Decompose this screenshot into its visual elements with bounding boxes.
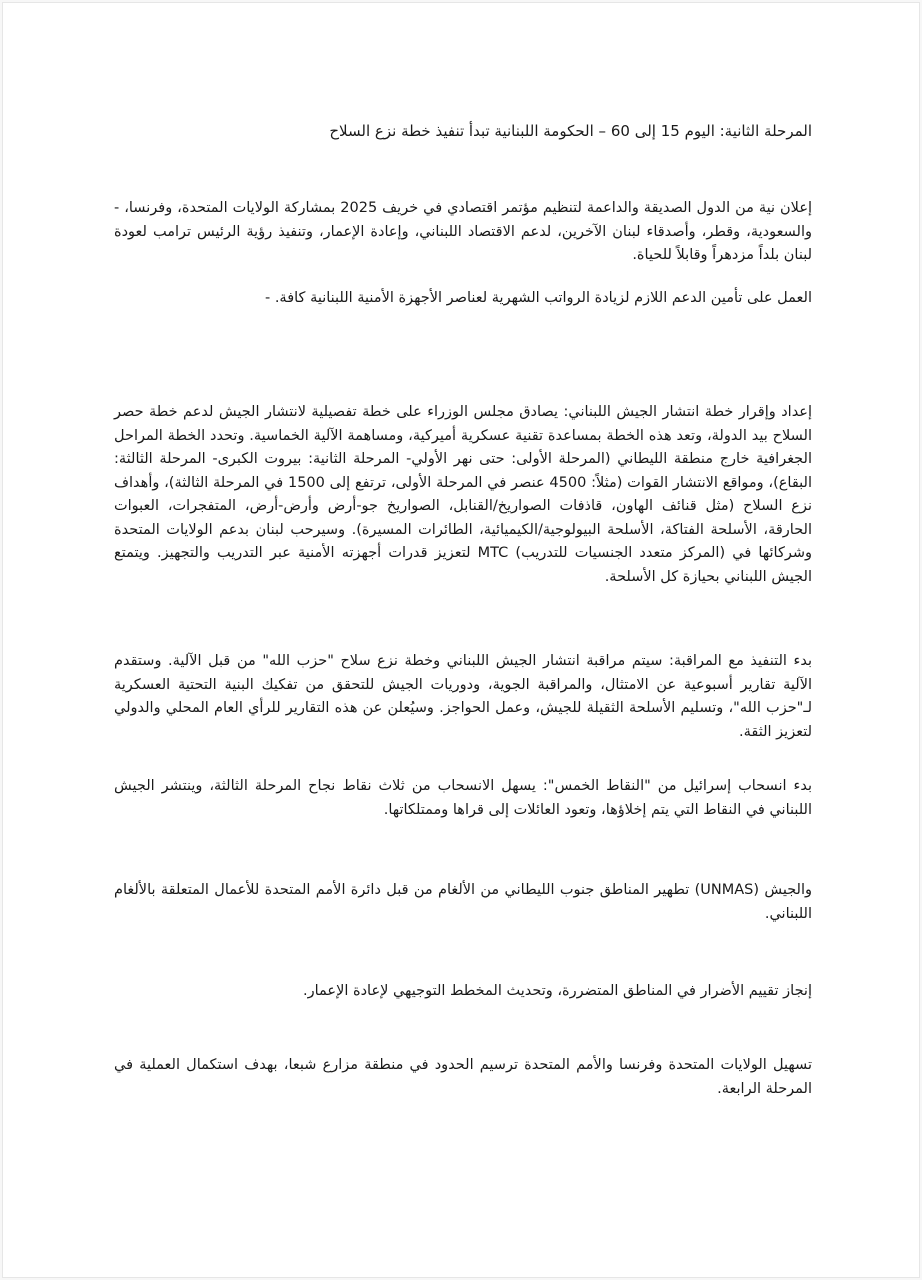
paragraph-salaries-support: العمل على تأمين الدعم اللازم لزيادة الرواتب الشهرية لعناصر الأجهزة الأمنية اللبنانية كافة. - [264,290,812,306]
paragraph-border-demarcation: تسهيل الولايات المتحدة وفرنسا والأمم المتحدة ترسيم الحدود في منطقة مزارع شبعا، بهدف استكمال العملية في المرحلة الرابعة. [114,1057,812,1097]
paragraph-damage-assessment: إنجاز تقييم الأضرار في المناطق المتضررة، وتحديث المخطط التوجيهي لإعادة الإعمار. [303,983,812,999]
document-heading: المرحلة الثانية: اليوم 15 إلى 60 – الحكومة اللبنانية تبدأ تنفيذ خطة نزع السلاح [329,122,812,140]
paragraph-army-deployment-plan: إعداد وإقرار خطة انتشار الجيش اللبناني: يصادق مجلس الوزراء على خطة تفصيلية لانتشار الجيش لدعم خطة حصر السلاح بيد الدولة، وتعد هذه الخطة بمساعدة تقنية عسكرية أميركية، ومساهمة الآلية الخماسية. وتحدد الخطة المراحل الجغرافية خارج منطقة الليطاني (المرحلة الأولى: حتى نهر الأولي- المرحلة الثانية: بيروت الكبرى- المرحلة الثالثة: البقاع)، ومواقع الانتشار القوات (مثلاً: 4500 عنصر في المرحلة الأولى، ترتفع إلى 1500 في المرحلة الثالثة)، وأهداف نزع السلاح (مثل قنائف الهاون، قاذفات الصواريخ/القنابل، الصواريخ جو-أرض وأرض-أرض، المتفجرات، العبوات الحارقة، الأسلحة الفتاكة، الأسلحة البيولوجية/الكيميائية، الطائرات المسيرة). وسيرحب لبنان بدعم الولايات المتحدة وشركائها في (المركز متعدد الجنسيات للتدريب) MTC لتعزيز قدرات أجهزته الأمنية عبر التدريب والتجهيز. ويتمتع الجيش اللبناني بحيازة كل الأسلحة. [114,404,812,585]
paragraph-israeli-withdrawal: بدء انسحاب إسرائيل من "النقاط الخمس": يسهل الانسحاب من ثلاث نقاط نجاح المرحلة الثالثة، وينتشر الجيش اللبناني في النقاط التي يتم إخلاؤها، وتعود العائلات إلى قراها وممتلكاتها. [114,778,812,818]
document-page [2,2,920,1278]
paragraph-economic-conference: إعلان نية من الدول الصديقة والداعمة لتنظيم مؤتمر اقتصادي في خريف 2025 بمشاركة الولايات المتحدة، وفرنسا، - والسعودية، وقطر، وأصدقاء لبنان الآخرين، لدعم الاقتصاد اللبناني، وإعادة الإعمار، وتنفيذ رؤية الرئيس ترامب لعودة لبنان بلداً مزدهراً وقابلاً للحياة. [114,200,812,263]
document-body [114,2,812,1278]
paragraph-monitoring: بدء التنفيذ مع المراقبة: سيتم مراقبة انتشار الجيش اللبناني وخطة نزع سلاح "حزب الله" من قبل الآلية. وستقدم الآلية تقارير أسبوعية عن الامتثال، والمراقبة الجوية، ودوريات الجيش للتحقق من تفكيك البنية التحتية العسكرية لـ"حزب الله"، وتسليم الأسلحة الثقيلة للجيش، وعمل الحواجز. وسيُعلن عن هذه التقارير للرأي العام المحلي والدولي لتعزيز الثقة. [114,653,812,740]
paragraph-demining: والجيش (UNMAS) تطهير المناطق جنوب الليطاني من الألغام من قبل دائرة الأمم المتحدة للأعمال المتعلقة بالألغام اللبناني. [114,882,813,922]
